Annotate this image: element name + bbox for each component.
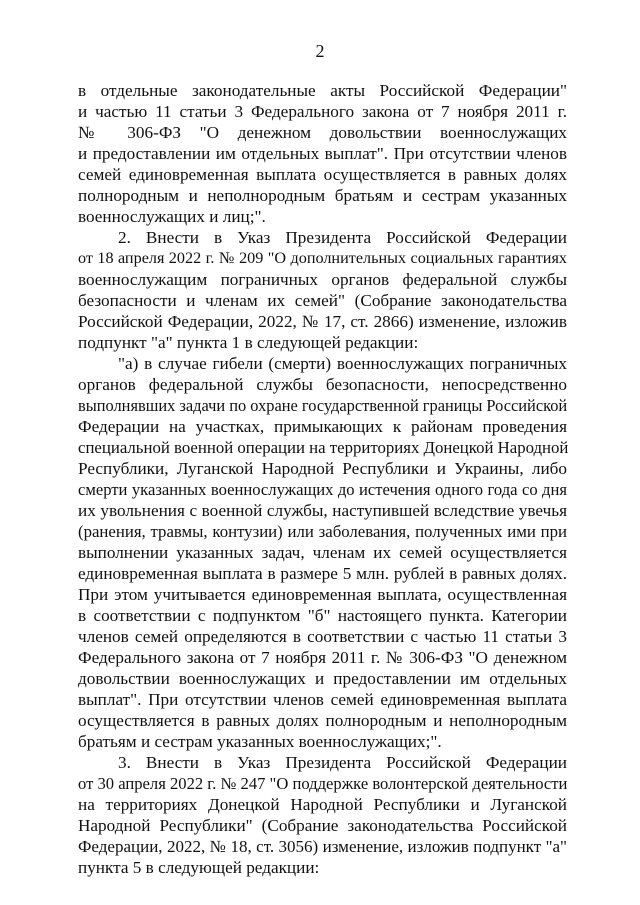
text-line: Российской Федерации, 2022, № 17, ст. 2866) изменение, изложив: [78, 312, 567, 331]
text-line: безопасности и членам их семей" (Собрание законодательства: [78, 291, 567, 310]
text-line: осуществляется в равных долях полнородным и неполнородным: [78, 711, 567, 730]
text-line: единовременная выплата в размере 5 млн. рублей в равных долях.: [78, 564, 567, 583]
text-line: членов семей определяются в соответствии с частью 11 статьи 3: [78, 627, 567, 646]
text-line: № 306-ФЗ "О денежном довольствии военнослужащих: [78, 123, 567, 142]
text-line: их увольнения с военной службы, наступившей вследствие увечья: [78, 501, 567, 520]
text-line: на территориях Донецкой Народной Республики и Луганской: [78, 795, 567, 814]
text-line: Федерального закона от 7 ноября 2011 г. № 306-ФЗ "О денежном: [78, 648, 567, 667]
text-line: Республики, Луганской Народной Республики и Украины, либо: [78, 459, 567, 478]
text-line: полнородным и неполнородным братьям и сестрам указанных: [78, 186, 567, 205]
text-line: 2. Внести в Указ Президента Российской Федерации: [118, 228, 567, 247]
text-line: смерти указанных военнослужащих до истечения одного года со дня: [78, 480, 567, 499]
text-line: от 18 апреля 2022 г. № 209 "О дополнительных социальных гарантиях: [78, 249, 567, 267]
text-line: выплат". При отсутствии членов семей единовременная выплата: [78, 690, 567, 709]
text-line: братьям и сестрам указанных военнослужащих;".: [78, 732, 442, 751]
text-line: (ранения, травмы, контузии) или заболевания, полученных ими при: [78, 522, 567, 541]
text-line: специальной военной операции на территориях Донецкой Народной: [78, 438, 569, 457]
text-line: в соответствии с подпунктом "б" настоящего пункта. Категории: [78, 606, 567, 625]
text-line: и предоставлении им отдельных выплат". При отсутствии членов: [78, 144, 567, 163]
text-line: семей единовременная выплата осуществляется в равных долях: [78, 165, 567, 184]
text-line: "а) в случае гибели (смерти) военнослужащих пограничных: [118, 354, 567, 373]
text-line: Народной Республики" (Собрание законодательства Российской: [78, 816, 567, 835]
text-line: органов федеральной службы безопасности, непосредственно: [78, 375, 567, 394]
text-line: от 30 апреля 2022 г. № 247 "О поддержке волонтерской деятельности: [78, 774, 568, 793]
text-line: выполнявших задачи по охране государственной границы Российской: [78, 396, 568, 415]
text-line: военнослужащих и лиц;".: [78, 207, 266, 226]
text-line: подпункт "а" пункта 1 в следующей редакции:: [78, 333, 419, 352]
text-line: и частью 11 статьи 3 Федерального закона от 7 ноября 2011 г.: [78, 102, 567, 121]
text-line: военнослужащим пограничных органов федеральной службы: [78, 270, 567, 289]
text-line: довольствии военнослужащих и предоставлении им отдельных: [78, 669, 567, 688]
text-line: При этом учитывается единовременная выплата, осуществленная: [78, 585, 567, 604]
text-line: пункта 5 в следующей редакции:: [78, 858, 320, 877]
text-line: Федерации на участках, примыкающих к районам проведения: [78, 417, 567, 436]
text-line: Федерации, 2022, № 18, ст. 3056) изменение, изложив подпункт "а": [78, 837, 567, 856]
text-line: в отдельные законодательные акты Российской Федерации": [78, 81, 567, 100]
text-line: выполнении указанных задач, членам их семей осуществляется: [78, 543, 567, 562]
page-number: 2: [315, 41, 325, 61]
text-line: 3. Внести в Указ Президента Российской Федерации: [118, 753, 567, 772]
